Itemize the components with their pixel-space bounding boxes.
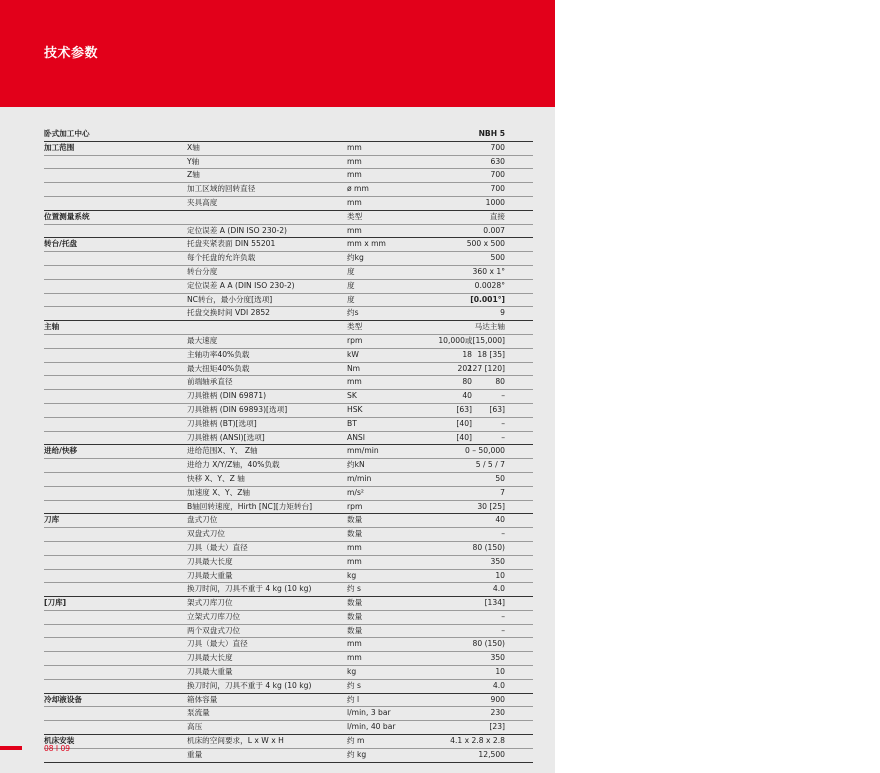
unit-label: rpm	[347, 335, 363, 345]
unit-label: 约 kg	[347, 749, 367, 759]
table-row	[44, 280, 533, 294]
parameter-label: 刀具锥柄 (DIN 69893)[选项]	[187, 404, 288, 414]
unit-label: rpm	[347, 501, 363, 511]
table-row	[44, 142, 533, 156]
parameter-label: 最大速度	[187, 335, 218, 345]
table-row	[44, 294, 533, 308]
parameter-label: 刀具最大长度	[187, 653, 233, 663]
unit-label: 约kN	[347, 460, 365, 470]
table-row	[44, 335, 533, 349]
parameter-label: 刀具锥柄 (BT)[选项]	[187, 418, 257, 428]
table-row	[44, 363, 533, 377]
parameter-label: 主轴功率40%负载	[187, 349, 250, 359]
section-label: 转台/托盘	[44, 239, 78, 249]
parameter-label: 刀具锥柄 (DIN 69871)	[187, 391, 267, 401]
parameter-label: 换刀时间，刀具不重于 4 kg (10 kg)	[187, 680, 312, 690]
table-row	[44, 638, 533, 652]
table-row	[44, 542, 533, 556]
unit-label: 数量	[347, 515, 363, 525]
value-cell: 80 (150)	[472, 639, 505, 649]
value-cell: 80 (150)	[472, 542, 505, 552]
section-label: [刀库]	[44, 598, 67, 608]
section-label: 位置测量系统	[44, 211, 90, 221]
page-number: 08 I 09	[44, 744, 71, 753]
parameter-label: 加速度 X、Y、Z轴	[187, 487, 251, 497]
value-cell: 40	[495, 515, 505, 525]
value-cell: 马达主轴	[474, 322, 505, 332]
unit-label: 类型	[347, 211, 363, 221]
title-banner	[0, 0, 555, 107]
parameter-label: 托盘夹紧表面 DIN 55201	[187, 239, 276, 249]
unit-label: mm	[347, 170, 362, 180]
unit-label: 度	[347, 266, 355, 276]
unit-label: SK	[347, 391, 357, 401]
section-label: 主轴	[44, 322, 60, 332]
value-cell: 900	[490, 694, 505, 704]
section-label: 加工范围	[44, 142, 75, 152]
table-row	[44, 514, 533, 528]
table-row	[44, 721, 533, 735]
value-cell-variant-1: [63]	[456, 404, 472, 414]
unit-label: ANSI	[347, 432, 365, 442]
unit-label: 约 m	[347, 736, 365, 746]
table-row	[44, 570, 533, 584]
table-row	[44, 432, 533, 446]
value-cell: 4.0	[492, 680, 505, 690]
parameter-label: 机床的空间要求，L x W x H	[187, 736, 284, 746]
value-cell: 4.1 x 2.8 x 2.8	[450, 736, 505, 746]
value-cell: 0 – 50,000	[464, 446, 505, 456]
table-row	[44, 625, 533, 639]
unit-label: 数量	[347, 598, 363, 608]
spec-table-header	[44, 128, 533, 142]
value-cell: 12,500	[478, 749, 505, 759]
table-header-model: NBH 5	[478, 129, 505, 138]
value-cell: 7	[500, 487, 505, 497]
parameter-label: 双盘式刀位	[187, 529, 225, 539]
page-title: 技术参数	[44, 46, 99, 61]
unit-label: mm	[347, 197, 362, 207]
value-cell: 700	[490, 184, 505, 194]
value-cell: 350	[490, 556, 505, 566]
parameter-label: 每个托盘的允许负载	[187, 253, 256, 263]
unit-label: kg	[347, 667, 357, 677]
table-row	[44, 680, 533, 694]
value-cell: 0.0028°	[474, 280, 505, 290]
unit-label: HSK	[347, 404, 363, 414]
table-row	[44, 583, 533, 597]
unit-label: kg	[347, 570, 357, 580]
unit-label: 度	[347, 280, 355, 290]
spec-rows	[44, 142, 533, 763]
unit-label: 数量	[347, 529, 363, 539]
parameter-label: 两个双盘式刀位	[187, 625, 241, 635]
value-cell-variant-1: 18	[462, 349, 472, 359]
parameter-label: NC转台，最小分度[选项]	[187, 294, 273, 304]
value-cell: 9	[500, 308, 505, 318]
unit-label: l/min, 3 bar	[347, 708, 391, 718]
unit-label: mm x mm	[347, 239, 386, 249]
table-header-label: 卧式加工中心	[44, 129, 90, 138]
value-cell-variant-2: 127 [120]	[467, 363, 505, 373]
parameter-label: 刀具（最大）直径	[187, 542, 248, 552]
value-cell-variant-2: –	[501, 391, 505, 401]
section-label: 进给/快移	[44, 446, 78, 456]
value-cell: 350	[490, 653, 505, 663]
table-row	[44, 528, 533, 542]
unit-label: mm	[347, 542, 362, 552]
unit-label: ø mm	[347, 184, 369, 194]
table-row	[44, 473, 533, 487]
unit-label: 约 s	[347, 680, 361, 690]
section-label: 刀库	[44, 515, 60, 525]
unit-label: 约 s	[347, 584, 361, 594]
value-cell: [23]	[489, 722, 505, 732]
unit-label: 约s	[347, 308, 359, 318]
value-cell-variant-2: –	[501, 432, 505, 442]
value-cell: [0.001°]	[470, 294, 505, 304]
value-cell: 700	[490, 170, 505, 180]
unit-label: m/s²	[347, 487, 364, 497]
table-row	[44, 390, 533, 404]
parameter-label: 定位误差 A A (DIN ISO 230-2)	[187, 280, 295, 290]
table-row	[44, 321, 533, 335]
value-cell: 630	[490, 156, 505, 166]
value-cell-variant-2: [63]	[489, 404, 505, 414]
parameter-label: B轴回转速度，Hirth [NC][力矩转台]	[187, 501, 313, 511]
value-cell-variant-2: 18 [35]	[477, 349, 505, 359]
table-row	[44, 169, 533, 183]
unit-label: mm	[347, 225, 362, 235]
table-row	[44, 418, 533, 432]
table-row	[44, 666, 533, 680]
parameter-label: 高压	[187, 722, 203, 732]
parameter-label: 快移 X、Y、Z 轴	[187, 473, 245, 483]
value-cell: [134]	[484, 598, 505, 608]
unit-label: mm	[347, 653, 362, 663]
value-cell: 0.007	[483, 225, 505, 235]
value-cell: 10	[495, 667, 505, 677]
table-row	[44, 156, 533, 170]
table-row	[44, 225, 533, 239]
parameter-label: 转台分度	[187, 266, 218, 276]
unit-label: 数量	[347, 611, 363, 621]
table-row	[44, 652, 533, 666]
parameter-label: 泵流量	[187, 708, 210, 718]
unit-label: mm	[347, 377, 362, 387]
section-label: 冷却液设备	[44, 694, 82, 704]
value-cell: –	[501, 611, 505, 621]
table-row	[44, 459, 533, 473]
parameter-label: 进给力 X/Y/Z轴，40%负载	[187, 460, 280, 470]
value-cell-variant-2: 80	[495, 377, 505, 387]
table-row	[44, 266, 533, 280]
parameter-label: X轴	[187, 142, 200, 152]
value-cell: 360 x 1°	[472, 266, 505, 276]
unit-label: l/min, 40 bar	[347, 722, 396, 732]
section-label: 机床安装	[44, 736, 75, 746]
table-row	[44, 556, 533, 570]
parameter-label: Y轴	[187, 156, 200, 166]
parameter-label: 换刀时间，刀具不重于 4 kg (10 kg)	[187, 584, 312, 594]
parameter-label: 加工区域的回转直径	[187, 184, 256, 194]
table-row	[44, 238, 533, 252]
spec-table	[44, 128, 533, 763]
table-row	[44, 707, 533, 721]
value-cell: 5 / 5 / 7	[475, 460, 505, 470]
parameter-label: 夹具高度	[187, 197, 218, 207]
parameter-label: 托盘交换时间 VDI 2852	[187, 308, 270, 318]
value-cell: 50	[495, 473, 505, 483]
parameter-label: 刀具锥柄 (ANSI)[选项]	[187, 432, 265, 442]
unit-label: mm	[347, 639, 362, 649]
unit-label: BT	[347, 418, 357, 428]
parameter-label: 前端轴承直径	[187, 377, 233, 387]
unit-label: 度	[347, 294, 355, 304]
value-cell: 10,000或[15,000]	[438, 335, 505, 345]
unit-label: m/min	[347, 473, 372, 483]
unit-label: mm/min	[347, 446, 379, 456]
footer-accent-bar	[0, 746, 22, 750]
unit-label: mm	[347, 556, 362, 566]
parameter-label: 定位误差 A (DIN ISO 230-2)	[187, 225, 288, 235]
value-cell: 直接	[489, 211, 505, 221]
value-cell: 700	[490, 142, 505, 152]
table-row	[44, 197, 533, 211]
parameter-label: 刀具最大长度	[187, 556, 233, 566]
table-row	[44, 735, 533, 749]
table-row	[44, 349, 533, 363]
unit-label: 约 l	[347, 694, 360, 704]
parameter-label: 立架式刀库刀位	[187, 611, 241, 621]
table-row	[44, 183, 533, 197]
table-row	[44, 445, 533, 459]
table-row	[44, 404, 533, 418]
table-row	[44, 501, 533, 515]
table-row	[44, 597, 533, 611]
table-row	[44, 694, 533, 708]
value-cell: 500	[490, 253, 505, 263]
table-row	[44, 252, 533, 266]
table-row	[44, 611, 533, 625]
table-row	[44, 749, 533, 763]
parameter-label: 箱体容量	[187, 694, 218, 704]
unit-label: 约kg	[347, 253, 364, 263]
parameter-label: 刀具最大重量	[187, 570, 233, 580]
value-cell: 30 [25]	[477, 501, 505, 511]
parameter-label: Z轴	[187, 170, 200, 180]
unit-label: mm	[347, 142, 362, 152]
parameter-label: 重量	[187, 749, 203, 759]
value-cell: 4.0	[492, 584, 505, 594]
parameter-label: 刀具最大重量	[187, 667, 233, 677]
parameter-label: 架式刀库刀位	[187, 598, 233, 608]
value-cell: 500 x 500	[466, 239, 505, 249]
value-cell-variant-1: 40	[462, 391, 472, 401]
parameter-label: 刀具（最大）直径	[187, 639, 248, 649]
unit-label: Nm	[347, 363, 361, 373]
table-row	[44, 211, 533, 225]
value-cell: 1000	[485, 197, 505, 207]
unit-label: mm	[347, 156, 362, 166]
unit-label: kW	[347, 349, 359, 359]
value-cell-variant-1: 80	[462, 377, 472, 387]
value-cell: –	[501, 529, 505, 539]
value-cell: 230	[490, 708, 505, 718]
table-row	[44, 487, 533, 501]
value-cell: –	[501, 625, 505, 635]
value-cell-variant-1: [40]	[456, 418, 472, 428]
value-cell-variant-1: [40]	[456, 432, 472, 442]
unit-label: 类型	[347, 322, 363, 332]
value-cell-variant-2: –	[501, 418, 505, 428]
table-row	[44, 376, 533, 390]
table-row	[44, 307, 533, 321]
parameter-label: 进给范围X、Y、 Z轴	[187, 446, 258, 456]
value-cell: 10	[495, 570, 505, 580]
parameter-label: 最大扭矩40%负载	[187, 363, 250, 373]
unit-label: 数量	[347, 625, 363, 635]
value-cell-variant-1: 202	[457, 363, 472, 373]
parameter-label: 盘式刀位	[187, 515, 218, 525]
